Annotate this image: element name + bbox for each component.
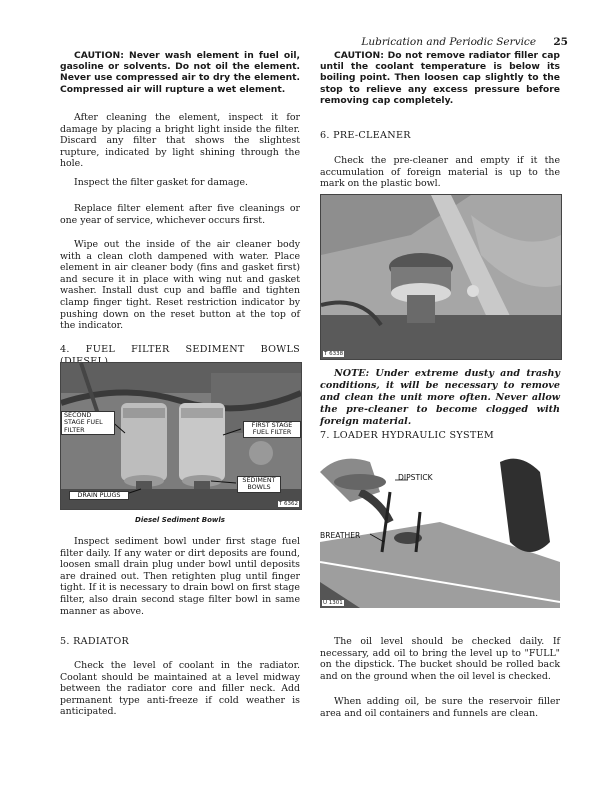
paragraph-oil-level: The oil level should be checked daily. If necessary, add oil to bring the level up to "FULL" on the dipstick. The bucket should be rolled back and on the ground when the oil level is checked.: [320, 636, 560, 682]
label-breather: BREATHER: [320, 531, 361, 540]
paragraph-wipe-air-cleaner: Wipe out the inside of the air cleaner body with a clean cloth dampened with water. Place element in air cleaner body (fins and gasket first) and secure it in place with wing nut and gasket washer. Install dust cup and baffle and tighten clamp finger tight. Reset restriction indicator by pushing down on the reset button at the top of the indicator.: [60, 239, 300, 332]
paragraph-radiator-coolant: Check the level of coolant in the radiator. Coolant should be maintained at a level midway between the radiator core and filler neck. Add permanent type anti-freeze if cold weather is anticipated.: [60, 660, 300, 718]
label-sediment-bowls: SEDIMENT BOWLS: [237, 476, 281, 493]
fuel-filter-photo: [60, 362, 302, 510]
pre-cleaner-photo: [320, 194, 562, 360]
label-second-stage-filter: SECOND STAGE FUEL FILTER: [61, 411, 115, 435]
paragraph-replace-element: Replace filter element after five cleanings or one year of service, whichever occurs first.: [60, 203, 300, 226]
page-number: 25: [553, 36, 568, 48]
figure-number-pre-cleaner: T 6338: [324, 351, 344, 357]
dipstick-figure: [320, 452, 560, 608]
heading-pre-cleaner: 6. PRE-CLEANER: [320, 130, 411, 141]
heading-radiator: 5. RADIATOR: [60, 636, 130, 647]
label-first-stage-filter: FIRST STAGE FUEL FILTER: [243, 421, 301, 438]
paragraph-inspect-element: After cleaning the element, inspect it for damage by placing a bright light inside the filter. Discard any filter that shows the slightest rupture, indicated by light shining through the hole.: [60, 112, 300, 170]
label-drain-plugs: DRAIN PLUGS: [69, 491, 129, 500]
figure-caption: Diesel Sediment Bowls: [135, 516, 225, 524]
figure-number-dipstick: U 1301: [323, 600, 343, 606]
header-title: Lubrication and Periodic Service: [361, 36, 537, 48]
note-pre-cleaner: NOTE: Under extreme dusty and trashy conditions, it will be necessary to remove and clean the unit more often. Never allow the pre-cleaner to become clogged with foreign material.: [320, 368, 560, 427]
paragraph-pre-cleaner: Check the pre-cleaner and empty if it the accumulation of foreign material is up to the mark on the plastic bowl.: [320, 155, 560, 190]
caution-radiator-cap: CAUTION: Do not remove radiator filler cap until the coolant temperature is below its boiling point. Then loosen cap slightly to the stop to relieve any excess pressure before removing cap completely.: [320, 50, 560, 106]
paragraph-sediment-bowl: Inspect sediment bowl under first stage fuel filter daily. If any water or dirt deposits are found, loosen small drain plug under bowl until deposits are drained out. Then retighten plug until finger tight. If it is necessary to drain bowl on first stage filter, also drain second stage filter bowl in same manner as above.: [60, 536, 300, 617]
label-dipstick: DIPSTICK: [398, 473, 433, 482]
figure-number: T 6362: [278, 501, 298, 507]
heading-loader-hydraulic: 7. LOADER HYDRAULIC SYSTEM: [320, 430, 495, 441]
paragraph-adding-oil: When adding oil, be sure the reservoir filler area and oil containers and funnels are clean.: [320, 696, 560, 719]
caution-element: CAUTION: Never wash element in fuel oil, gasoline or solvents. Do not oil the element. Never use compressed air to dry the element. Compressed air will rupture a wet element.: [60, 50, 300, 95]
heading-fuel-filter: 4. FUEL FILTER SEDIMENT BOWLS: [60, 344, 300, 355]
paragraph-inspect-gasket: Inspect the filter gasket for damage.: [74, 177, 249, 188]
running-header: [361, 36, 568, 48]
